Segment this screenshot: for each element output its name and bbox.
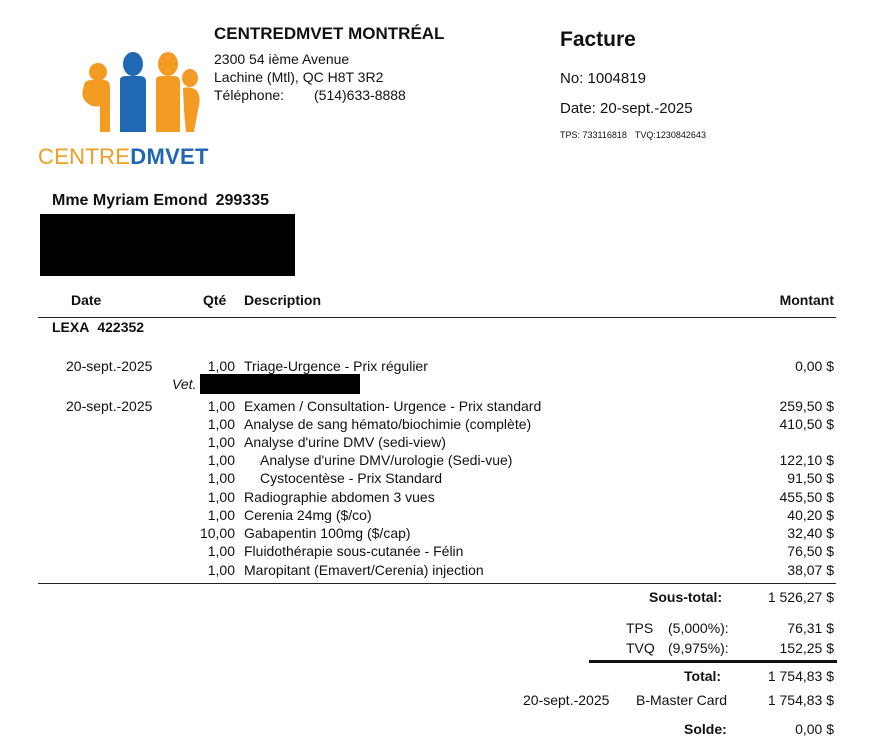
column-header-qty: Qté: [203, 292, 227, 308]
line-date: 20-sept.-2025: [66, 358, 153, 374]
balance-label: Solde:: [684, 721, 727, 737]
tps-rate: (5,000%):: [668, 620, 729, 636]
items-divider: [38, 583, 836, 584]
animal-name: LEXA: [52, 319, 90, 335]
line-amount: 40,20 $: [787, 507, 834, 523]
header-divider: [38, 317, 836, 318]
total-label: Total:: [684, 668, 722, 684]
invoice-number: No: 1004819: [560, 70, 646, 87]
tps-value: 76,31 $: [787, 620, 834, 636]
column-header-description: Description: [244, 292, 322, 308]
line-qty: 1,00: [207, 507, 235, 523]
line-description: Cerenia 24mg ($/co): [244, 507, 372, 523]
subtotal-label: Sous-total:: [649, 589, 723, 605]
line-item: [0, 543, 892, 561]
client-name: Mme Myriam Emond: [52, 192, 208, 209]
company-address-line1: 2300 54 ième Avenue: [214, 51, 350, 67]
line-item: [0, 507, 892, 525]
line-item: [0, 358, 892, 376]
line-amount: 410,50 $: [779, 416, 834, 432]
line-item: [0, 470, 892, 488]
balance-value: 0,00 $: [795, 721, 834, 737]
line-qty: 1,00: [207, 543, 235, 559]
company-info: [214, 24, 534, 104]
line-amount: 0,00 $: [795, 358, 834, 374]
client-header: [52, 192, 277, 210]
total-divider: [589, 660, 837, 663]
tps-label: TPS: [626, 620, 654, 636]
column-header-amount: Montant: [779, 292, 834, 308]
tvq-number: TVQ:1230842643: [634, 130, 706, 140]
line-item: [0, 452, 892, 470]
line-qty: 1,00: [207, 489, 235, 505]
line-item: [0, 489, 892, 507]
line-item: [0, 562, 892, 580]
company-name: CENTREDMVET MONTRÉAL: [214, 24, 445, 43]
line-amount: 32,40 $: [787, 525, 834, 541]
line-qty: 1,00: [207, 452, 235, 468]
phone-label: Téléphone:: [214, 87, 285, 103]
invoice-date: Date: 20-sept.-2025: [560, 100, 693, 117]
line-qty: 1,00: [207, 562, 235, 578]
line-description: Gabapentin 100mg ($/cap): [244, 525, 411, 541]
company-address-line2: Lachine (Mtl), QC H8T 3R2: [214, 69, 384, 85]
phone-number: (514)633-8888: [314, 87, 406, 103]
total-value: 1 754,83 $: [767, 668, 834, 684]
logo-wordmark: [38, 144, 209, 170]
line-qty: 1,00: [207, 434, 235, 450]
line-description: Analyse d'urine DMV (sedi-view): [244, 434, 446, 450]
line-amount: 455,50 $: [779, 489, 834, 505]
line-qty: 1,00: [207, 398, 235, 414]
tvq-value: 152,25 $: [779, 640, 834, 656]
line-item: [0, 434, 892, 452]
logo-text-dmvet: DMVET: [130, 144, 209, 169]
line-item: [0, 398, 892, 416]
invoice-title: Facture: [560, 28, 636, 51]
line-description: Radiographie abdomen 3 vues: [244, 489, 435, 505]
line-description: Maropitant (Emavert/Cerenia) injection: [244, 562, 484, 578]
invoice-info: [560, 28, 860, 140]
line-qty: 10,00: [199, 525, 235, 541]
line-description: Cystocentèse - Prix Standard: [260, 470, 443, 486]
redacted-vet-name: [200, 374, 360, 394]
clinic-logo: [38, 50, 218, 170]
tax-numbers: [560, 130, 860, 140]
line-item: [0, 416, 892, 434]
payment-amount: 1 754,83 $: [767, 692, 834, 708]
subtotal-value: 1 526,27 $: [767, 589, 834, 605]
payment-method: B-Master Card: [636, 692, 728, 708]
animal-header: [52, 319, 152, 335]
line-qty: 1,00: [207, 358, 235, 374]
line-description: Analyse de sang hémato/biochimie (complète): [244, 416, 532, 432]
line-qty: 1,00: [207, 416, 235, 432]
line-date: 20-sept.-2025: [66, 398, 153, 414]
line-description: Fluidothérapie sous-cutanée - Félin: [244, 543, 464, 559]
company-phone: [214, 86, 534, 104]
line-amount: 76,50 $: [787, 543, 834, 559]
tps-number: TPS: 733116818: [560, 130, 627, 140]
client-id: 299335: [215, 192, 269, 209]
redacted-address: [40, 214, 295, 276]
tvq-rate: (9,975%):: [668, 640, 729, 656]
animal-id: 422352: [97, 319, 145, 335]
line-amount: 91,50 $: [787, 470, 834, 486]
logo-text-centre: CENTRE: [38, 144, 131, 169]
vet-label: Vet.: [172, 376, 197, 392]
line-amount: 259,50 $: [779, 398, 834, 414]
line-amount: 122,10 $: [779, 452, 834, 468]
tvq-label: TVQ: [626, 640, 655, 656]
line-item: [0, 525, 892, 543]
people-logo-icon: [78, 50, 208, 134]
payment-date: 20-sept.-2025: [523, 692, 610, 708]
line-description: Analyse d'urine DMV/urologie (Sedi-vue): [260, 452, 513, 468]
line-description: Triage-Urgence - Prix régulier: [244, 358, 428, 374]
line-qty: 1,00: [207, 470, 235, 486]
column-header-date: Date: [71, 292, 102, 308]
line-description: Examen / Consultation- Urgence - Prix standard: [244, 398, 542, 414]
line-amount: 38,07 $: [787, 562, 834, 578]
